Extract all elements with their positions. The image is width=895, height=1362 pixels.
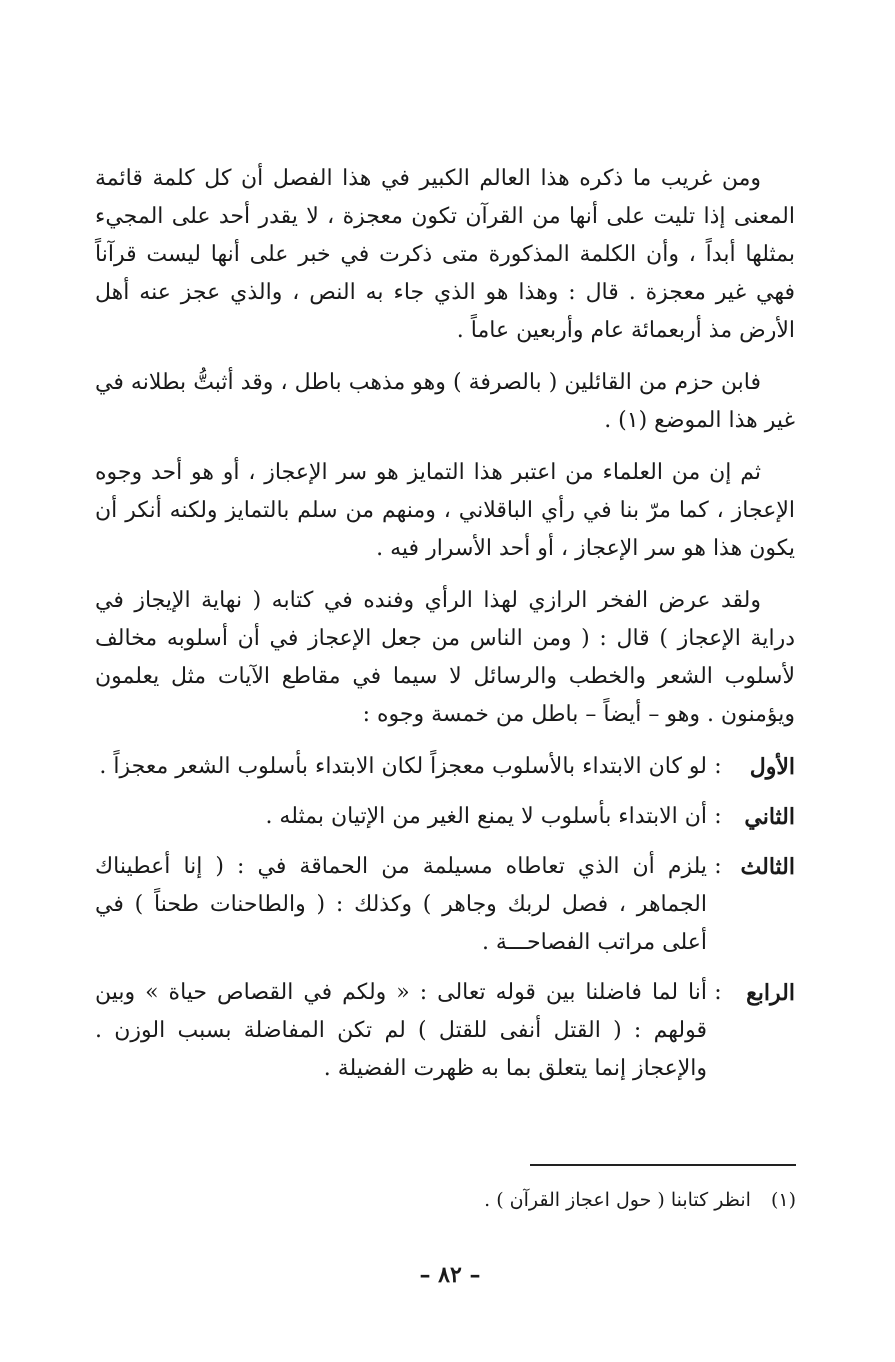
footnote-divider: [530, 1164, 796, 1166]
footnote: [400, 1186, 796, 1214]
footnote-text: انظر كتابنا ( حول اعجاز القرآن ) .: [484, 1189, 751, 1211]
paragraph-fakhr-razi: ولقد عرض الفخر الرازي لهذا الرأي وفنده في كتابه ( نهاية الإيجاز في دراية الإعجاز ) قال : ( ومن الناس من جعل الإعجاز في أن أسلوبه مخالف لأسلوب الشعر والخطب والرسائل لا سيما في مقاطع الآيات مثل يعلمون ويؤمنون . وهو – أيضاً – باطل من خمسة وجوه :: [95, 588, 795, 727]
list-text: لو كان الابتداء بالأسلوب معجزاً لكان الابتداء بأسلوب الشعر معجزاً .: [99, 754, 707, 779]
paragraph-tamayuz: ثم إن من العلماء من اعتبر هذا التمايز هو سر الإعجاز ، أو هو أحد وجوه الإعجاز ، كما مرّ بنا في رأي الباقلاني ، ومنهم من سلم بالتمايز ولكنه أنكر أن يكون هذا هو سر الإعجاز ، أو أحد الأسرار فيه .: [95, 460, 795, 561]
paragraph-ibn-hazm-view: ومن غريب ما ذكره هذا العالم الكبير في هذا الفصل أن كل كلمة قائمة المعنى إذا تليت على أنها من القرآن تكون معجزة ، لا يقدر أحد على المجيء بمثلها أبداً ، وأن الكلمة المذكورة متى ذكرت في خبر على أنها ليست قرآناً فهي غير معجزة . قال : وهذا هو الذي جاء به النص ، والذي عجز عنه أهل الأرض مذ أربعمائة عام وأربعين عاماً .: [95, 166, 795, 343]
list-separator: :: [714, 754, 722, 779]
page-body: [95, 160, 795, 1100]
list-item-fourth: [95, 974, 795, 1088]
list-separator: :: [714, 980, 722, 1005]
list-separator: :: [714, 854, 722, 879]
list-text: أن الابتداء بأسلوب لا يمنع الغير من الإتيان بمثله .: [265, 804, 707, 829]
list-item-second: [95, 798, 795, 836]
list-label: الرابع: [746, 980, 795, 1006]
page-number: – ٨٢ –: [419, 1262, 481, 1288]
list-label: الثالث: [740, 854, 795, 880]
list-separator: :: [714, 804, 722, 829]
paragraph-sarfa: فابن حزم من القائلين ( بالصرفة ) وهو مذهب باطل ، وقد أثبتُّ بطلانه في غير هذا الموضع (١) .: [95, 370, 795, 433]
list-text: يلزم أن الذي تعاطاه مسيلمة من الحماقة في : ( إنا أعطيناك الجماهر ، فصل لربك وجاهر ) وكذلك : ( والطاحنات طحناً ) في أعلى مراتب الفصاحـــة .: [95, 854, 707, 955]
footnote-mark: (١): [770, 1189, 796, 1211]
list-item-third: [95, 848, 795, 962]
list-item-first: [95, 748, 795, 786]
list-label: الأول: [749, 754, 795, 780]
list-label: الثاني: [744, 804, 795, 830]
list-text: أنا لما فاضلنا بين قوله تعالى : « ولكم في القصاص حياة » وبين قولهم : ( القتل أنفى للقتل ) لم تكن المفاضلة بسبب الوزن . والإعجاز إنما يتعلق بما به ظهرت الفضيلة .: [95, 980, 707, 1081]
